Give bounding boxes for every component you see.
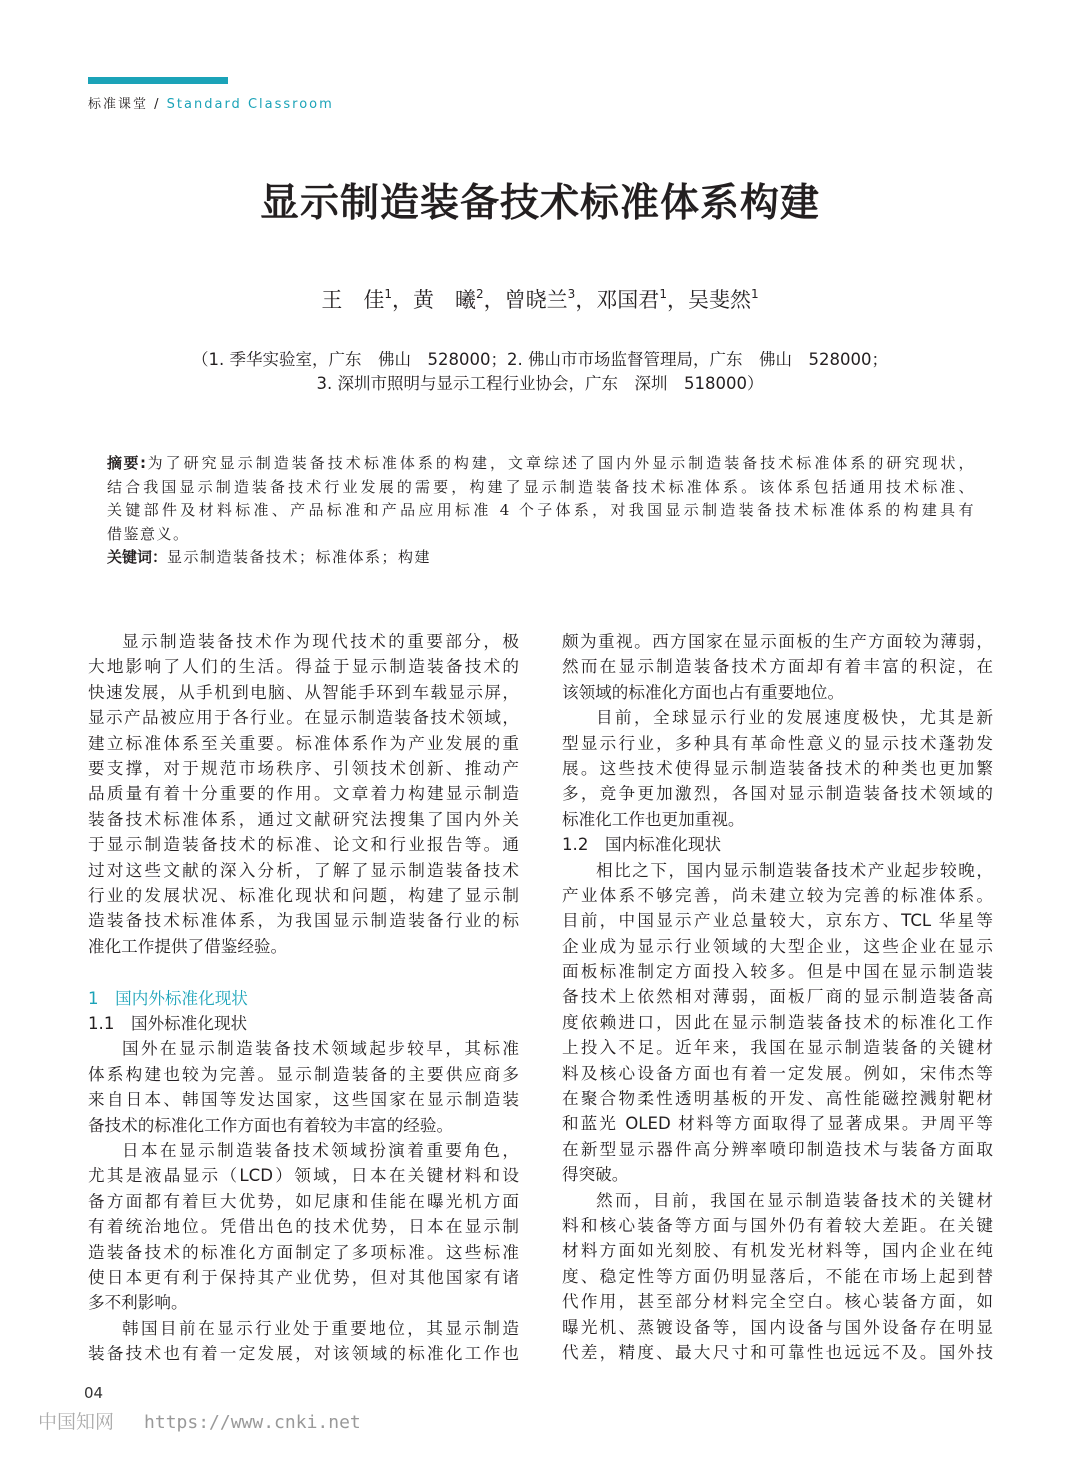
text-line: 国外在显示制造装备技术领域起步较早，其标准 (122, 1039, 519, 1059)
paragraph (562, 1188, 993, 1366)
author-affiliation-mark: 3 (567, 287, 576, 301)
section-heading: 1 国内外标准化现状 (88, 988, 248, 1008)
text-line: 行业的发展状况、标准化现状和问题，构建了显示制 (88, 885, 519, 905)
author: 黄 曦 (413, 288, 477, 312)
text-line: 建立标准体系至关重要。标准体系作为产业发展的重 (88, 733, 519, 753)
text-line: 度依赖进口，因此在显示制造装备技术的标准化工作 (562, 1012, 993, 1032)
text-line: 尤其是液晶显示（LCD）领域，日本在关键材料和设 (88, 1166, 519, 1186)
paragraph (88, 1316, 519, 1367)
text-line: 度、稳定性等方面仍明显落后，不能在市场上起到替 (562, 1266, 993, 1286)
text-line: 多，竞争更加激烈，各国对显示制造装备技术领域的 (562, 784, 993, 804)
keywords (107, 546, 975, 570)
text-line: 来自日本、韩国等发达国家，这些国家在显示制造装 (88, 1090, 519, 1110)
text-line: 材料方面如光刻胶、有机发光材料等，国内企业在纯 (562, 1241, 993, 1261)
author-separator: ， (483, 288, 505, 312)
text-line: 代作用，甚至部分材料完全空白。核心装备方面，如 (562, 1292, 993, 1312)
cnki-url[interactable]: https://www.cnki.net (144, 1412, 361, 1433)
text-line: 大地影响了人们的生活。得益于显示制造装备技术的 (88, 657, 519, 677)
text-line: 颇为重视。西方国家在显示面板的生产方面较为薄弱， (562, 632, 993, 651)
text-line: 韩国目前在显示行业处于重要地位，其显示制造 (122, 1318, 519, 1338)
text-line: 相比之下，国内显示制造装备技术产业起步较晚， (596, 860, 993, 880)
author-separator: ， (575, 288, 597, 312)
author-affiliation-mark: 1 (384, 287, 393, 301)
text-line: 日本在显示制造装备技术领域扮演着重要角色， (122, 1141, 519, 1161)
authors (0, 284, 1080, 314)
subsection-heading: 1.1 国外标准化现状 (88, 1014, 248, 1034)
author-affiliation-mark: 1 (750, 287, 759, 301)
text-line: 造装备技术标准体系，为我国显示制造装备行业的标 (88, 911, 519, 931)
text-line: 多不利影响。 (88, 1293, 188, 1313)
text-line: 目前，中国显示产业总量较大，京东方、TCL 华星等 (562, 911, 993, 931)
abstract-label: 摘要: (107, 454, 147, 472)
paragraph (562, 629, 993, 705)
text-line: 展。这些技术使得显示制造装备技术的种类也更加繁 (562, 758, 993, 778)
text-line: 要支撑，对于规范市场秩序、引领技术创新、推动产 (88, 758, 519, 778)
text-line: 然而在显示制造装备技术方面却有着丰富的积淀，在 (562, 657, 993, 677)
text-line: 使日本更有利于保持其产业优势，但对其他国家有诸 (88, 1267, 519, 1287)
footer-watermark (38, 1410, 361, 1435)
abstract-line (107, 452, 975, 476)
text-line: 备技术上依然相对薄弱，面板厂商的显示制造装备高 (562, 987, 993, 1007)
abstract-line: 关键部件及材料标准、产品标准和产品应用标准 4 个子体系，对我国显示制造装备技术标准体系的构建具有 (107, 501, 975, 520)
text-line: 标准化工作也更加重视。 (562, 809, 745, 829)
paragraph (562, 705, 993, 832)
separator: / (148, 97, 167, 112)
text-line: 显示制造装备技术作为现代技术的重要部分，极 (122, 632, 519, 651)
author-separator: ， (666, 288, 688, 312)
subsection-heading: 1.2 国内标准化现状 (562, 835, 722, 855)
spacer (88, 959, 519, 986)
cnki-watermark: 中国知网 (38, 1411, 115, 1433)
article-title: 显示制造装备技术标准体系构建 (259, 181, 820, 226)
paragraph (88, 1036, 519, 1138)
text-line: 料和核心装备等方面与国外仍有着较大差距。在关键 (562, 1215, 993, 1235)
author-separator: ， (392, 288, 414, 312)
running-header (88, 93, 334, 112)
text-line: 上投入不足。近年来，我国在显示制造装备的关键材 (562, 1038, 993, 1058)
keywords-label: 关键词： (107, 548, 168, 567)
text-line: 品质量有着十分重要的作用。文章着力构建显示制造 (88, 784, 519, 804)
text-line: 准化工作提供了借鉴经验。 (88, 936, 288, 956)
text-line: 产业体系不够完善，尚未建立较为完善的标准体系。 (562, 885, 993, 905)
text-line: 于显示制造装备技术的标准、论文和行业报告等。通 (88, 835, 519, 855)
text-line: 备方面都有着巨大优势，如尼康和佳能在曝光机方面 (88, 1191, 519, 1211)
text-line: 造装备技术的标准化方面制定了多项标准。这些标准 (88, 1242, 519, 1262)
author: 王 佳 (321, 288, 385, 312)
text-line: 有着统治地位。凭借出色的技术优势，日本在显示制 (88, 1217, 519, 1237)
text-line: 装备技术标准体系，通过文献研究法搜集了国内外关 (88, 809, 519, 829)
text-line: 目前，全球显示行业的发展速度极快，尤其是新 (596, 708, 993, 728)
abstract-line: 借鉴意义。 (107, 524, 190, 543)
text-line: 在新型显示器件高分辨率喷印制造技术与装备方面取 (562, 1139, 993, 1159)
keywords-text: 显示制造装备技术；标准体系；构建 (167, 548, 432, 567)
paragraph (88, 629, 519, 959)
text-line: 然而，目前，我国在显示制造装备技术的关键材 (596, 1190, 993, 1210)
abstract-line: 结合我国显示制造装备技术行业发展的需要，构建了显示制造装备技术标准体系。该体系包括通用技术标准、 (107, 477, 975, 496)
section-cn: 标准课堂 (88, 97, 149, 112)
author-affiliation-mark: 1 (659, 287, 667, 301)
text-line: 备技术的标准化工作方面也有着较为丰富的经验。 (88, 1115, 454, 1135)
text-line: 料及核心设备方面也有着一定发展。例如，宋伟杰等 (562, 1063, 993, 1083)
text-line: 和蓝光 OLED 材料等方面取得了显著成果。尹周平等 (562, 1114, 993, 1134)
affiliation-line: （1. 季华实验室，广东 佛山 528000；2. 佛山市市场监督管理局，广东 佛山 528000； (192, 350, 888, 369)
section-en: Standard Classroom (166, 97, 334, 112)
author-affiliation-mark: 2 (476, 287, 484, 301)
left-column (88, 629, 519, 1367)
right-column (562, 629, 993, 1365)
abstract-text: 为了研究显示制造装备技术标准体系的构建，文章综述了国内外显示制造装备技术标准体系的研究现状， (146, 454, 975, 472)
text-line: 过对这些文献的深入分析，了解了显示制造装备技术 (88, 860, 519, 880)
text-line: 该领域的标准化方面也占有重要地位。 (562, 682, 845, 702)
text-line: 装备技术也有着一定发展，对该领域的标准化工作也 (88, 1344, 519, 1364)
text-line: 型显示行业，多种具有革命性意义的显示技术蓬勃发 (562, 733, 993, 753)
text-line: 在聚合物柔性透明基板的开发、高性能磁控溅射靶材 (562, 1089, 993, 1109)
abstract (107, 452, 975, 570)
text-line: 代差，精度、最大尺寸和可靠性也远远不及。国外技 (562, 1342, 993, 1362)
text-line: 体系构建也较为完善。显示制造装备的主要供应商多 (88, 1064, 519, 1084)
author: 曾晓兰 (504, 288, 568, 312)
paragraph (88, 1138, 519, 1316)
text-line: 企业成为显示行业领域的大型企业，这些企业在显示 (562, 936, 993, 956)
affiliation-line: 3. 深圳市照明与显示工程行业协会，广东 深圳 518000） (316, 374, 764, 393)
author: 邓国君 (596, 288, 660, 312)
header-accent-bar (88, 77, 228, 84)
text-line: 面板标准制定方面投入较多。但是中国在显示制造装 (562, 962, 993, 982)
text-line: 快速发展，从手机到电脑、从智能手环到车载显示屏， (88, 682, 519, 702)
paragraph (562, 858, 993, 1188)
text-line: 得突破。 (562, 1165, 629, 1185)
text-line: 显示产品被应用于各行业。在显示制造装备技术领域， (88, 708, 519, 728)
author: 吴斐然 (687, 288, 751, 312)
page-number: 04 (84, 1384, 104, 1402)
text-line: 曝光机、蒸镀设备等，国内设备与国外设备存在明显 (562, 1317, 993, 1337)
